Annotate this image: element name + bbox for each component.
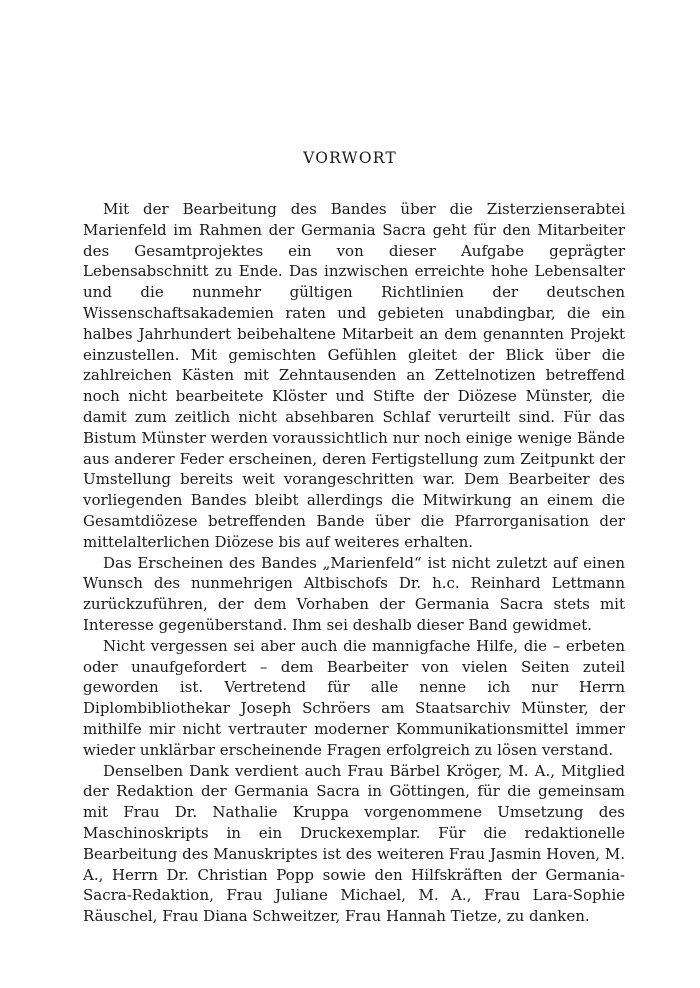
paragraph-1: Mit der Bearbeitung des Bandes über die Zisterzienserabtei Marienfeld im Rahmen der Germania Sacra geht für den Mitarbeiter des Gesamtprojektes ein von dieser Aufgabe geprägter Lebensabschnitt zu Ende. Das inzwischen erreichte hohe Lebensalter und die nunmehr gültigen Richtlinien der deutschen Wissenschaftsakademien raten und gebieten unabdingbar, die ein halbes Jahrhundert beibehaltene Mitarbeit an dem genannten Projekt einzustellen. Mit gemischten Gefühlen gleitet der Blick über die zahlreichen Kästen mit Zehntausenden an Zettelnotizen betreffend noch nicht bearbeitete Klöster und Stifte der Diözese Münster, die damit zum zeitlich nicht absehbaren Schlaf verurteilt sind. Für das Bistum Münster werden voraussichtlich nur noch einige wenige Bände aus anderer Feder erscheinen, deren Fertigstellung zum Zeitpunkt der Umstellung bereits weit vorangeschritten war. Dem Bearbeiter des vorliegenden Bandes bleibt allerdings die Mitwirkung an einem die Gesamtdiözese betreffenden Bande über die Pfarrorganisation der mittelalterlichen Diözese bis auf weiteres erhalten. [83,200,625,551]
body-text [83,199,625,927]
page-title: VORWORT [303,149,397,167]
paragraph-4: Denselben Dank verdient auch Frau Bärbel Kröger, M. A., Mitglied der Redaktion der Germania Sacra in Göttingen, für die gemeinsam mit Frau Dr. Nathalie Kruppa vorgenommene Umsetzung des Maschinoskripts in ein Druckexemplar. Für die redaktionelle Bearbeitung des Manuskriptes ist des weiteren Frau Jasmin Hoven, M. A., Herrn Dr. Christian Popp sowie den Hilfskräften der Germania-Sacra-Redaktion, Frau Juliane Michael, M. A., Frau Lara-Sophie Räuschel, Frau Diana Schweitzer, Frau Hannah Tietze, zu danken. [83,761,625,926]
paragraph-2: Das Erscheinen des Bandes „Marienfeld“ ist nicht zuletzt auf einen Wunsch des nunmehrigen Altbischofs Dr. h.c. Reinhard Lettmann zurückzuführen, der dem Vorhaben der Germania Sacra stets mit Interesse gegenüberstand. Ihm sei deshalb dieser Band gewidmet. [83,553,625,634]
paragraph-3: Nicht vergessen sei aber auch die mannigfache Hilfe, die – erbeten oder unaufgefordert – dem Bearbeiter von vielen Seiten zuteil geworden ist. Vertretend für alle nenne ich nur Herrn Diplombibliothekar Joseph Schröers am Staatsarchiv Münster, der mithilfe mir nicht vertrauter moderner Kommunikationsmittel immer wieder unklärbar erscheinende Fragen erfolgreich zu lösen verstand. [83,636,625,759]
